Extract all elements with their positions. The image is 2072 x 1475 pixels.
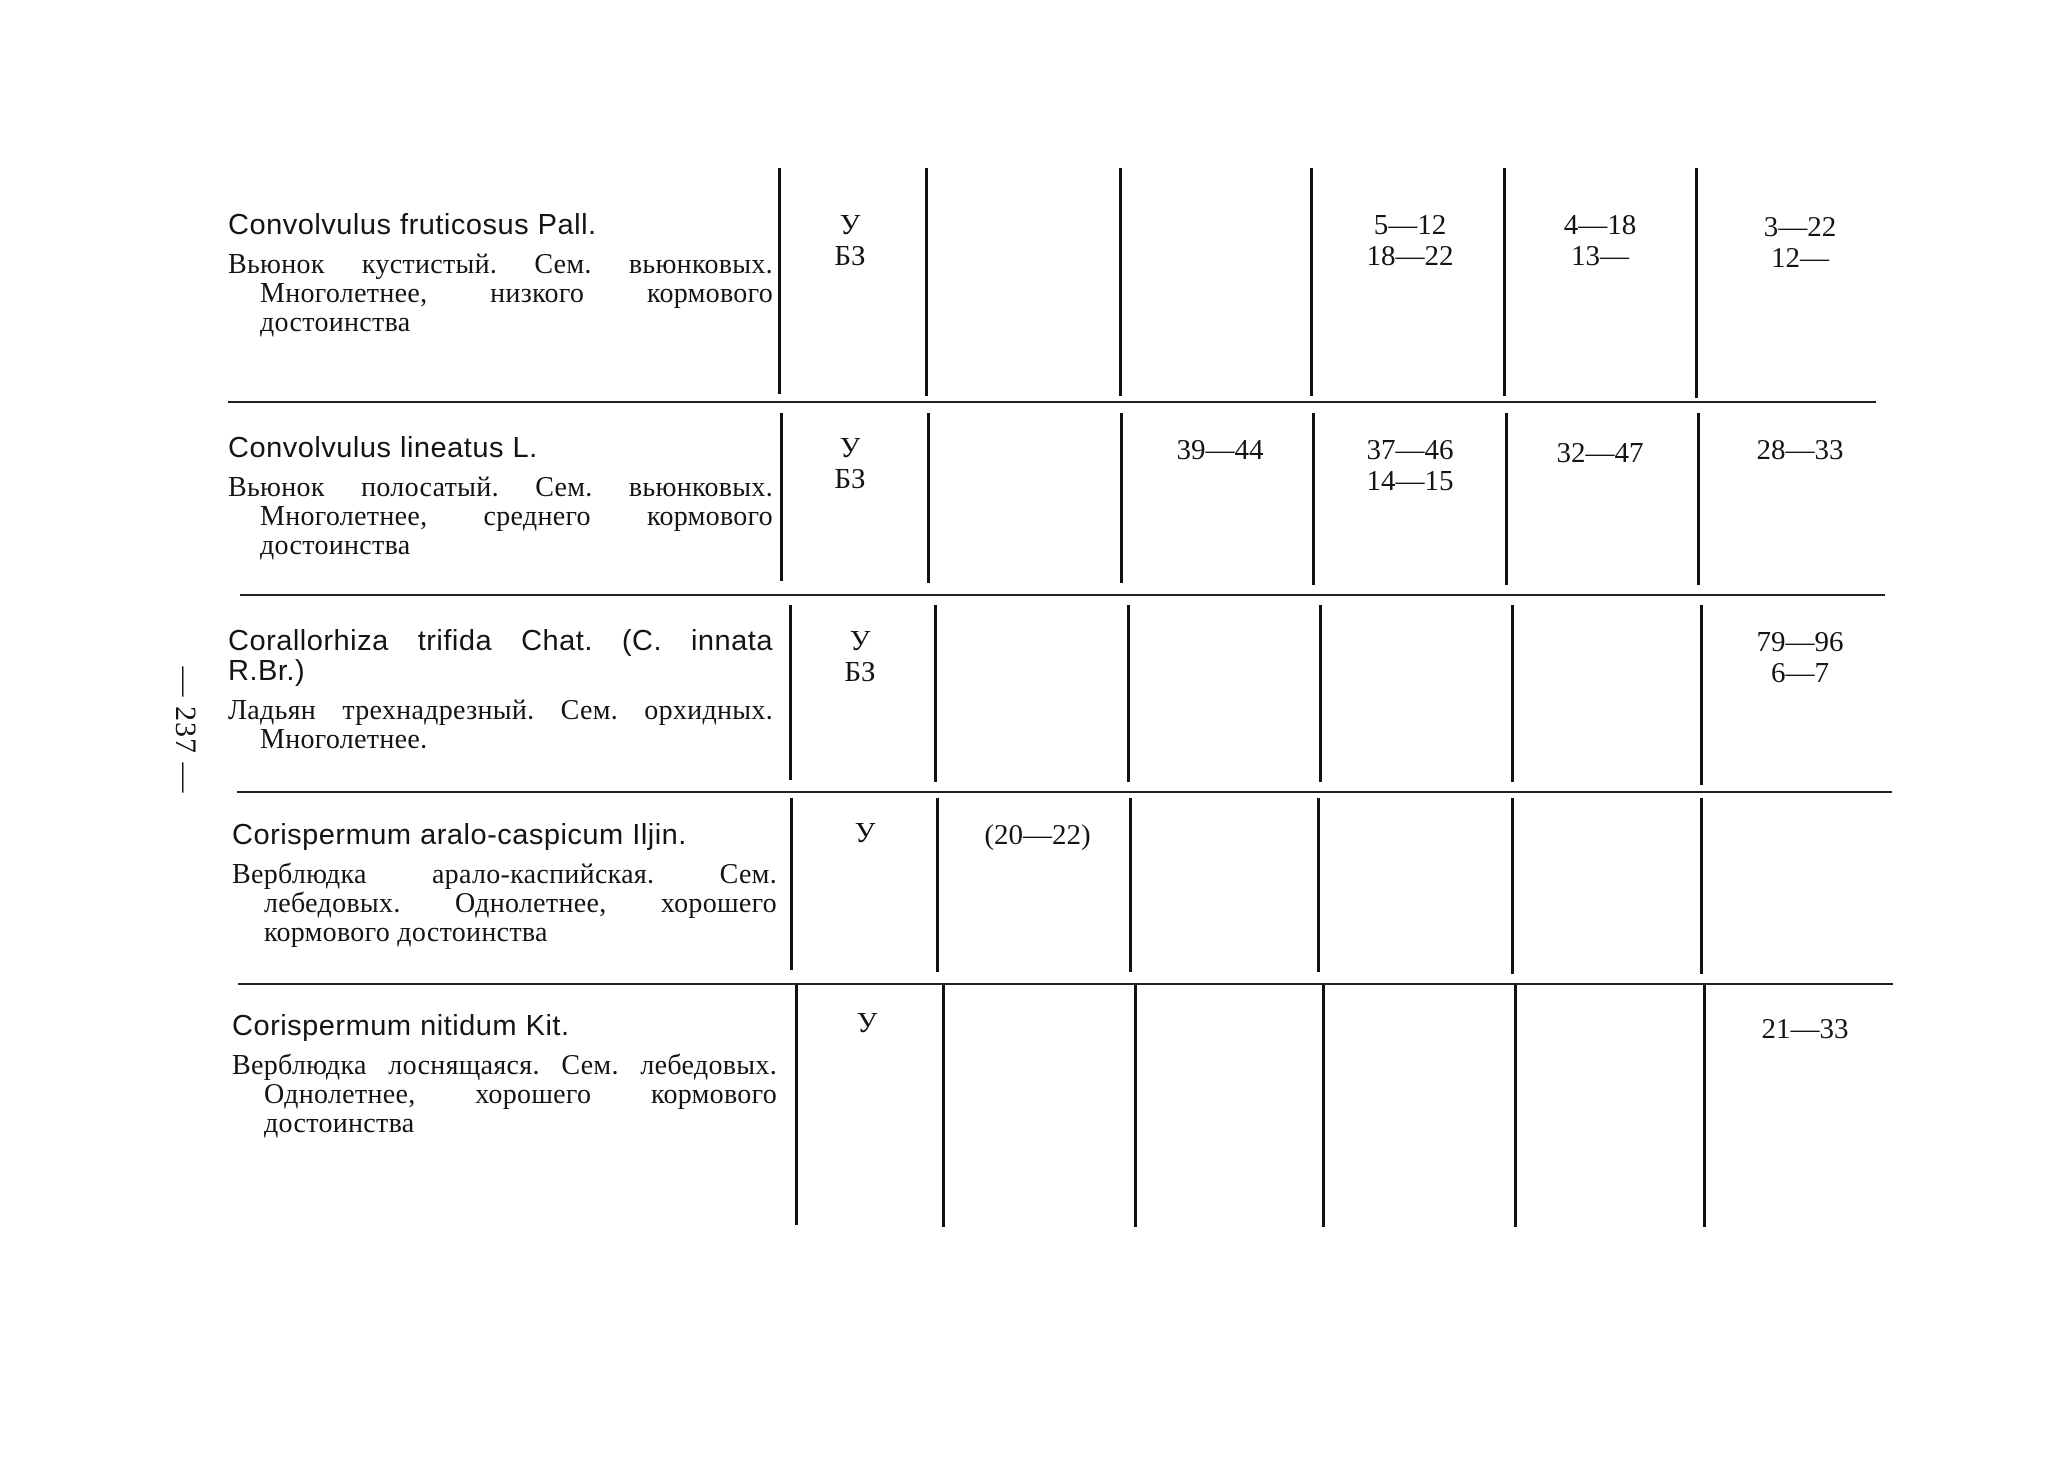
species-description: Вьюнок полосатый. Сем. вьюнковых. Многолетнее, среднего кормового достоинства <box>228 472 773 561</box>
column-divider <box>1319 605 1322 782</box>
species-latin-name: Corispermum aralo-caspicum Iljin. <box>232 819 687 851</box>
cell-col4: 37—46 14—15 <box>1366 434 1454 497</box>
species-description: Верблюдка арало-каспийская. Сем. лебедовых. Однолетнее, хорошего кормового достоинства <box>232 859 777 948</box>
column-divider <box>927 413 930 583</box>
column-divider <box>778 168 781 394</box>
column-divider <box>1134 985 1137 1227</box>
species-latin-name: Corispermum nitidum Kit. <box>232 1010 570 1042</box>
species-latin-name: Convolvulus fruticosus Pall. <box>228 209 597 241</box>
column-divider <box>1695 168 1698 398</box>
column-divider <box>1511 798 1514 974</box>
column-divider <box>1310 168 1313 396</box>
column-divider <box>780 413 783 581</box>
column-divider <box>936 798 939 972</box>
column-divider <box>1503 168 1506 396</box>
cell-col5: 32—47 <box>1556 437 1644 469</box>
row-separator <box>228 401 1876 403</box>
column-divider <box>1511 605 1514 782</box>
cell-col6: 3—22 12— <box>1763 211 1837 274</box>
column-divider <box>1514 985 1517 1227</box>
species-entry <box>232 1011 777 1138</box>
row-separator <box>237 791 1892 793</box>
column-divider <box>1505 413 1508 585</box>
row-separator <box>238 983 1893 985</box>
cell-col6: 79—96 6—7 <box>1756 626 1844 689</box>
cell-col1: У БЗ <box>834 209 866 272</box>
species-description: Вьюнок кустистый. Сем. вьюнковых. Многолетнее, низкого кормового достоинства <box>228 249 773 338</box>
column-divider <box>795 985 798 1225</box>
species-entry <box>228 626 773 754</box>
cell-col5: 4—18 13— <box>1563 209 1637 272</box>
cell-col3: 39—44 <box>1176 434 1264 466</box>
column-divider <box>789 605 792 780</box>
column-divider <box>790 798 793 970</box>
page-number: — 237 — <box>169 666 202 794</box>
species-latin-name: Convolvulus lineatus L. <box>228 432 538 464</box>
column-divider <box>925 168 928 396</box>
cell-col1: У <box>854 817 876 849</box>
column-divider <box>942 985 945 1227</box>
column-divider <box>1317 798 1320 972</box>
species-entry <box>232 820 777 947</box>
column-divider <box>934 605 937 782</box>
column-divider <box>1127 605 1130 782</box>
column-divider <box>1312 413 1315 585</box>
column-divider <box>1119 168 1122 396</box>
column-divider <box>1700 605 1703 785</box>
species-latin-name: Corallorhiza trifida Chat. (C. innata R.Br.) <box>228 625 773 687</box>
column-divider <box>1322 985 1325 1227</box>
species-description: Верблюдка лоснящаяся. Сем. лебедовых. Однолетнее, хорошего кормового достоинства <box>232 1050 777 1139</box>
species-entry <box>228 433 773 560</box>
species-entry <box>228 210 773 337</box>
column-divider <box>1697 413 1700 585</box>
cell-col2: (20—22) <box>984 819 1091 851</box>
cell-col1: У БЗ <box>844 625 876 688</box>
column-divider <box>1120 413 1123 583</box>
cell-col6: 28—33 <box>1756 434 1844 466</box>
cell-col4: 5—12 18—22 <box>1366 209 1454 272</box>
row-separator <box>240 594 1885 596</box>
species-description: Ладьян трехнадрезный. Сем. орхидных. Многолетнее. <box>228 695 773 755</box>
cell-col6: 21—33 <box>1761 1013 1849 1045</box>
cell-col1: У <box>856 1007 878 1039</box>
column-divider <box>1703 985 1706 1227</box>
cell-col1: У БЗ <box>834 432 866 495</box>
column-divider <box>1700 798 1703 974</box>
column-divider <box>1129 798 1132 972</box>
